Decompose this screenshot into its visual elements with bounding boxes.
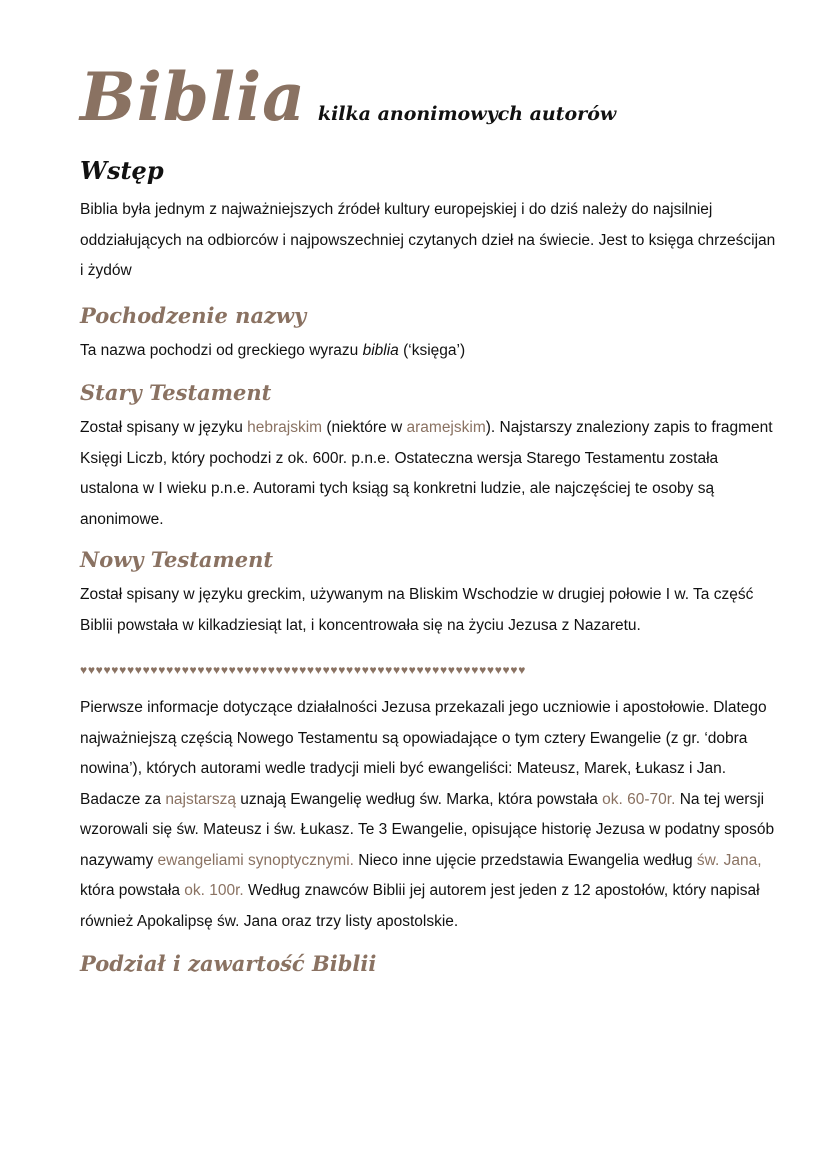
heading-old-testament: Stary Testament: [80, 380, 272, 405]
text: Ta nazwa pochodzi od greckiego wyrazu: [80, 341, 363, 359]
page-subtitle: kilka anonimowych autorów: [317, 103, 617, 125]
text: która powstała: [80, 882, 185, 899]
text: Pierwsze informacje dotyczące działalności Jezusa przekazali jego uczniowie i apostołowie. Dlatego najważniejszą częścią Nowego Testamentu są opowiadające o tym cztery Ewangelie (z gr. ‘dobra nowina’), których autorami wedle tradycji mieli być ewangeliści: Mateusz, Marek, Łukasz i Jan. Badacze za: [80, 699, 767, 808]
text: uznają Ewangelię według św. Marka, która powstała: [235, 790, 603, 808]
text: Został spisany w języku: [80, 419, 248, 436]
highlight: ewangeliami synoptycznymi.: [157, 851, 354, 869]
paragraph-new-testament: Został spisany w języku greckim, używanym na Bliskim Wschodzie w drugiej połowie I w. Ta część Biblii powstała w kilkadziesiąt lat, i koncentrowała się na życiu Jezusa z Nazaretu.: [80, 586, 754, 634]
emphasis-biblia: biblia: [362, 341, 399, 359]
highlight: św. Jana,: [696, 851, 762, 869]
paragraph-intro: Biblia była jednym z najważniejszych źródeł kultury europejskiej i do dziś należy do najsilniej oddziałujących na odbiorców i najpowszechniej czytanych dzieł na świecie. Jest to księga chrześcijan i żydów: [80, 201, 776, 279]
highlight: ok. 100r.: [184, 882, 244, 899]
paragraph-old-testament: [80, 413, 780, 535]
title-row: [80, 58, 780, 136]
text: Według znawców Biblii jej autorem jest jeden z 12 apostołów, który napisał również Apokalipsę św. Jana oraz trzy listy apostolskie.: [80, 882, 760, 930]
paragraph-name-origin: [80, 336, 780, 367]
paragraph-gospels: [80, 693, 780, 937]
text: Nieco inne ujęcie przedstawia Ewangelia według: [353, 851, 697, 869]
highlight: najstarszą: [165, 790, 236, 808]
highlight: aramejskim: [406, 419, 486, 436]
text: ). Najstarszy znaleziony zapis to fragment Księgi Liczb, który pochodzi z ok. 600r. p.n.e. Ostateczna wersja Starego Testamentu została ustalona w I wieku p.n.e. Autorami tych ksiąg są konkretni ludzie, ale najczęściej te osoby są anonimowe.: [80, 419, 773, 528]
page-title: Biblia: [80, 58, 306, 136]
text: (niektóre w: [322, 419, 407, 436]
heading-new-testament: Nowy Testament: [80, 547, 274, 572]
document-page: [80, 58, 780, 984]
highlight: hebrajskim: [247, 419, 323, 436]
hearts-divider: ♥♥♥♥♥♥♥♥♥♥♥♥♥♥♥♥♥♥♥♥♥♥♥♥♥♥♥♥♥♥♥♥♥♥♥♥♥♥♥♥♥♥♥♥♥♥♥♥♥♥♥♥♥♥♥♥♥: [80, 663, 527, 677]
highlight: ok. 60-70r.: [602, 790, 676, 808]
text: Na tej wersji wzorowali się św. Mateusz i św. Łukasz. Te 3 Ewangelie, opisujące historię Jezusa w podatny sposób nazywamy: [80, 790, 775, 869]
text: (‘księga’): [398, 341, 466, 359]
heading-division: Podział i zawartość Biblii: [80, 951, 377, 976]
heading-intro: Wstęp: [80, 156, 164, 185]
heading-name-origin: Pochodzenie nazwy: [80, 302, 307, 328]
